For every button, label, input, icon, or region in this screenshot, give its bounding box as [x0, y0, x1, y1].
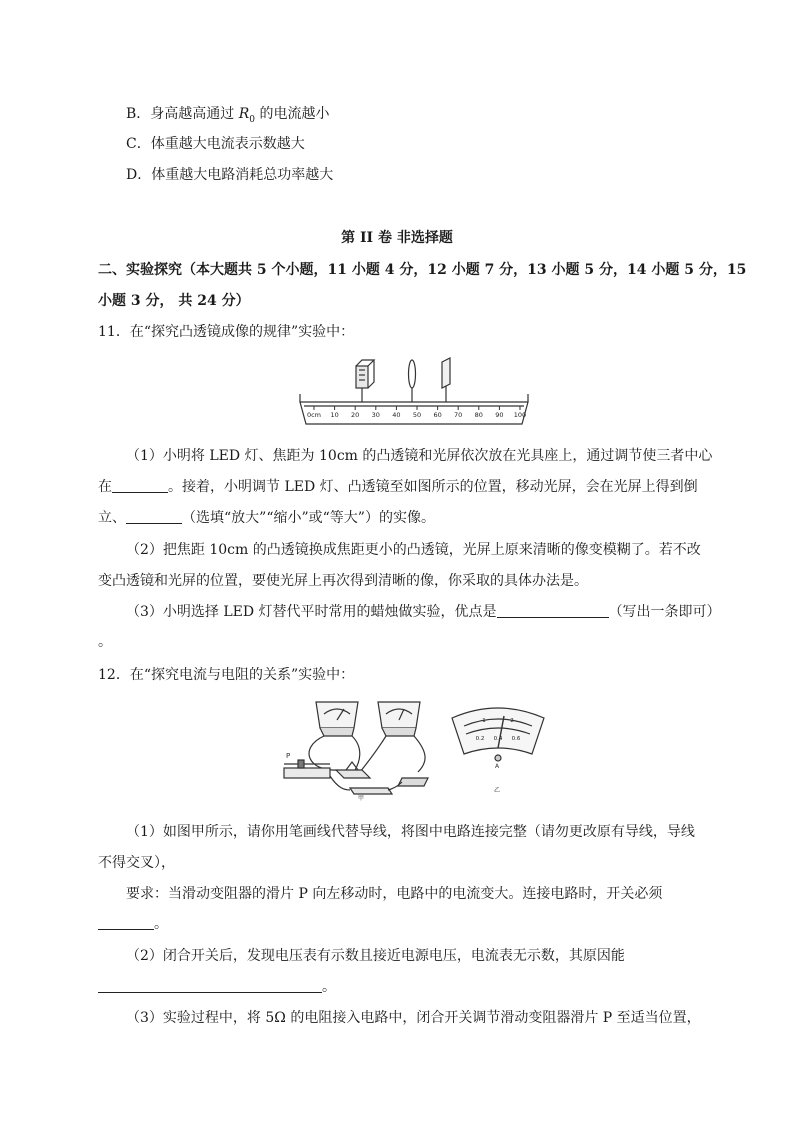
ruler-tick-label: 90	[495, 411, 504, 419]
ammeter-dial-figure-b	[446, 702, 550, 796]
q11-p3-line1	[126, 602, 721, 622]
q11-p3-line2: 。	[98, 634, 112, 650]
ruler-tick-label: 70	[454, 411, 463, 419]
circuit-figure-a	[278, 692, 448, 802]
dial-tick-label: 0.2	[475, 736, 485, 742]
slider-p-label: P	[286, 752, 291, 760]
ruler-tick-label: 10	[330, 411, 339, 419]
q12-p2-line2-end: 。	[322, 979, 336, 995]
dial-top-tick-label: 1	[482, 718, 486, 724]
ruler-tick-label: 100	[513, 411, 527, 419]
ruler-tick-label: 60	[433, 411, 442, 419]
q12-blank-reason[interactable]	[98, 977, 322, 993]
dial-top-tick-label: 2	[510, 718, 514, 724]
q11-p2-line2: 变凸透镜和光屏的位置，要使光屏上再次得到清晰的像，你采取的具体办法是。	[98, 573, 588, 589]
optical-bench-figure	[296, 354, 532, 430]
q11-p1-line3-start: 立、	[98, 510, 126, 526]
ruler-tick-label: 30	[371, 411, 380, 419]
fig-a-label: 甲	[358, 795, 365, 802]
option-b-tail: 的电流越小	[259, 106, 330, 122]
q11-p2-line1: （2）把焦距 10cm 的凸透镜换成焦距更小的凸透镜，光屏上原来清晰的像变模糊了。若不改	[126, 542, 701, 558]
dial-tick-label: 0.4	[493, 736, 503, 742]
q11-p1-line2	[98, 477, 698, 497]
q11-blank-center[interactable]	[112, 477, 168, 493]
ruler-tick-label: 0cm	[306, 411, 322, 419]
q12-p1-line1: （1）如图甲所示，请你用笔画线代替导线，将图中电路连接完整（请勿更改原有导线，导线	[126, 824, 695, 840]
q12-p1-line4-end: 。	[154, 916, 168, 932]
option-b	[126, 104, 329, 130]
q11-p1-line1: （1）小明将 LED 灯、焦距为 10cm 的凸透镜和光屏依次放在光具座上，通过调节使三者中心	[126, 448, 713, 464]
ruler-tick-label: 40	[392, 411, 401, 419]
q11-p3-line1-start: （3）小明选择 LED 灯替代平时常用的蜡烛做实验，优点是	[126, 604, 497, 620]
q12-p1-line3: 要求：当滑动变阻器的滑片 P 向左移动时，电路中的电流变大。连接电路时，开关必须	[126, 886, 663, 902]
fig-b-label: 乙	[494, 787, 501, 794]
q12-blank-switch[interactable]	[98, 914, 154, 930]
q11-p1-line3-end: （选填“放大”“缩小”或“等大”）的实像。	[182, 510, 435, 526]
option-b-text: B．身高越高通过	[126, 106, 235, 122]
q12-p3-line1: （3）实验过程中，将 5Ω 的电阻接入电路中，闭合开关调节滑动变阻器滑片 P 至适当位置，	[126, 1010, 701, 1026]
q12-p1-line4	[98, 914, 168, 934]
q11-blank-image-type[interactable]	[126, 508, 182, 524]
ruler-tick-label: 80	[474, 411, 483, 419]
ruler-tick-label: 20	[351, 411, 360, 419]
q11-p1-line2-start: 在	[98, 479, 112, 495]
meter-terminal-label: A	[495, 763, 500, 770]
option-b-symbol: R	[238, 106, 250, 122]
q12-p1-line2: 不得交叉），	[98, 855, 175, 871]
option-b-subscript: 0	[249, 114, 256, 125]
q11-p1-line3	[98, 508, 435, 528]
dial-tick-label: 0.6	[511, 736, 521, 742]
option-d: D．体重越大电路消耗总功率越大	[126, 167, 334, 183]
q11-blank-advantage[interactable]	[497, 602, 609, 618]
q12-stem: 12．在“探究电流与电阻的关系”实验中：	[98, 667, 355, 683]
section-heading-line2: 小题 3 分， 共 24 分）	[98, 293, 250, 309]
section-title: 第 II 卷 非选择题	[341, 230, 453, 246]
q11-p1-line2-end: 。接着，小明调节 LED 灯、凸透镜至如图所示的位置，移动光屏，会在光屏上得到倒	[168, 479, 698, 495]
q12-p2-line1: （2）闭合开关后，发现电压表有示数且接近电源电压，电流表无示数，其原因能	[126, 948, 625, 964]
option-c: C．体重越大电流表示数越大	[126, 136, 305, 152]
q11-stem: 11．在“探究凸透镜成像的规律”实验中：	[98, 324, 355, 340]
section-heading-line1: 二、实验探究（本大题共 5 个小题，11 小题 4 分，12 小题 7 分，13 小题 5 分，14 小题 5 分，15	[98, 262, 747, 278]
q12-p2-line2	[98, 977, 336, 997]
ruler-tick-label: 50	[412, 411, 422, 419]
q11-p3-line1-end: （写出一条即可）	[608, 604, 721, 620]
